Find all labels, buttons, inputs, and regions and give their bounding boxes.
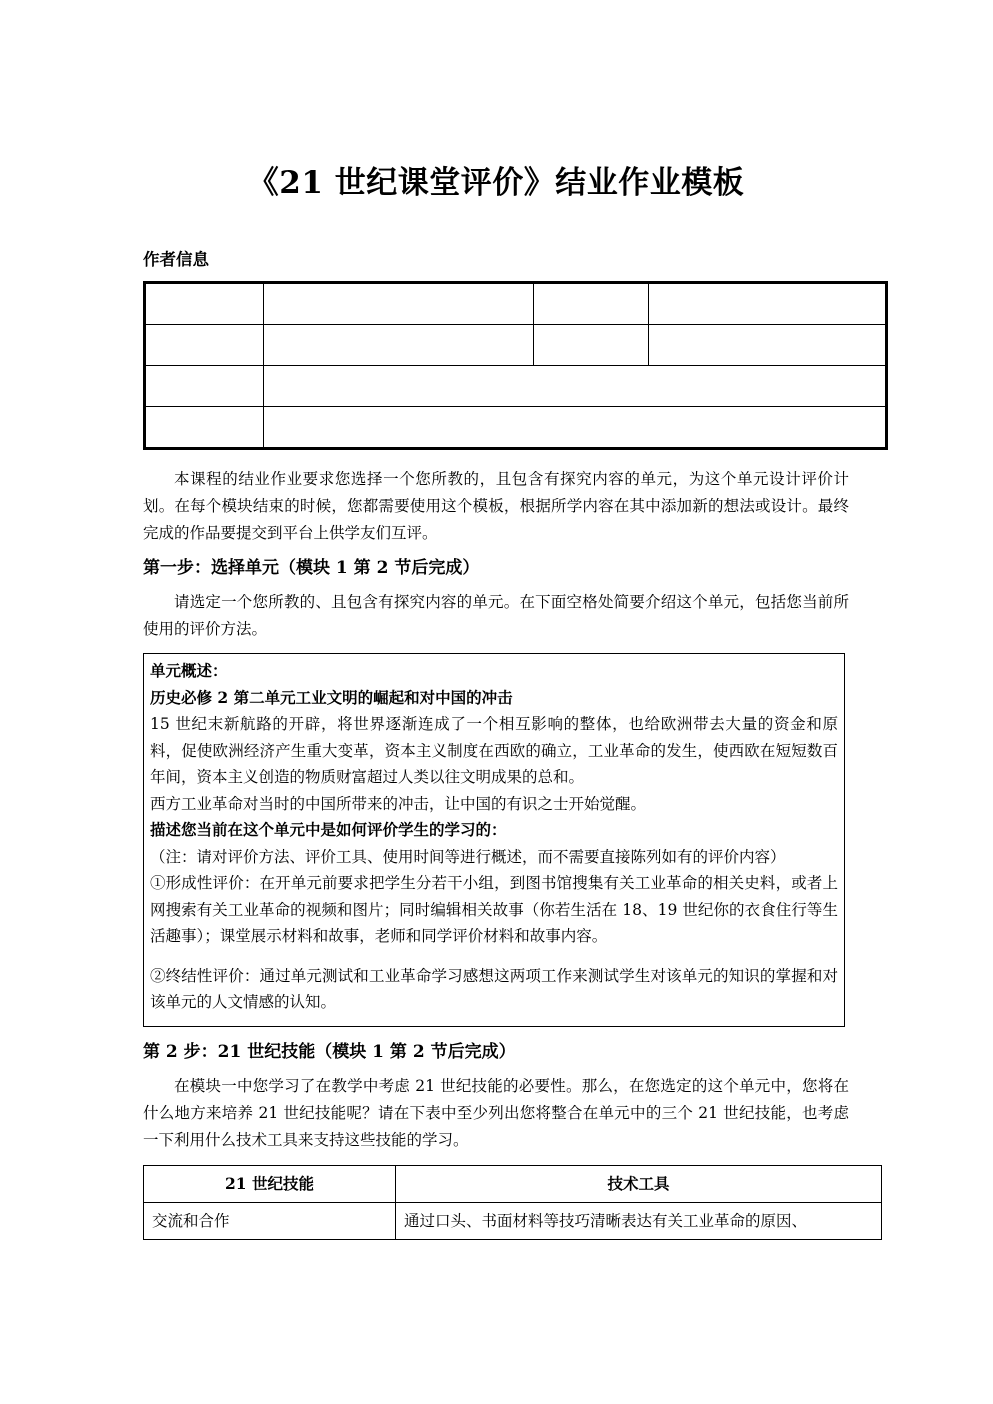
table-row[interactable] bbox=[145, 283, 887, 325]
author-cell-value-6[interactable] bbox=[264, 407, 887, 449]
unit-title: 历史必修 2 第二单元工业文明的崛起和对中国的冲击 bbox=[150, 687, 513, 707]
skills-table[interactable] bbox=[143, 1165, 882, 1240]
column-header-skill: 21 世纪技能 bbox=[144, 1165, 396, 1202]
spacer bbox=[143, 581, 849, 589]
page-content bbox=[143, 0, 849, 1240]
page-title: 《21 世纪课堂评价》结业作业模板 bbox=[247, 165, 745, 201]
assessment-note: （注：请对评价方法、评价工具、使用时间等进行概述，而不需要直接陈列如有的评价内容） bbox=[150, 847, 786, 866]
author-info-heading: 作者信息 bbox=[143, 250, 209, 269]
unit-overview-label: 单元概述： bbox=[150, 661, 228, 680]
author-cell-value-5[interactable] bbox=[264, 366, 887, 407]
author-cell-label-5[interactable] bbox=[145, 366, 264, 407]
author-cell-value-4[interactable] bbox=[649, 325, 887, 366]
unit-description-1: 15 世纪末新航路的开辟，将世界逐渐连成了一个相互影响的整体，也给欧洲带去大量的资金和原料，促使欧洲经济产生重大变革，资本主义制度在西欧的确立，工业革命的发生，使西欧在短短数百年间，资本主义创造的物质财富超过人类以往文明成果的总和。 bbox=[150, 715, 838, 786]
author-cell-label-4[interactable] bbox=[534, 325, 649, 366]
step2-instruction: 在模块一中您学习了在教学中考虑 21 世纪技能的必要性。那么，在您选定的这个单元中，您将在什么地方来培养 21 世纪技能呢？请在下表中至少列出您将整合在单元中的三个 21 世纪技能，也考虑一下利用什么技术工具来支持这些技能的学习。 bbox=[143, 1076, 849, 1149]
table-row[interactable] bbox=[144, 1202, 882, 1239]
author-info-table[interactable] bbox=[143, 281, 888, 450]
author-cell-label-1[interactable] bbox=[145, 283, 264, 325]
spacer bbox=[150, 950, 838, 963]
assessment-prompt: 描述您当前在这个单元中是如何评价学生的学习的： bbox=[150, 820, 507, 839]
column-header-tool: 技术工具 bbox=[396, 1165, 882, 1202]
skill-cell[interactable]: 交流和合作 bbox=[144, 1202, 396, 1239]
assessment-item-formative: ①形成性评价：在开单元前要求把学生分若干小组，到图书馆搜集有关工业革命的相关史料，或者上网搜索有关工业革命的视频和图片；同时编辑相关故事（你若生活在 18、19 世纪你的衣食住行等生活趣事）；课堂展示材料和故事，老师和同学评价材料和故事内容。 bbox=[150, 874, 838, 945]
table-row[interactable] bbox=[145, 366, 887, 407]
step2-heading: 第 2 步：21 世纪技能（模块 1 第 2 节后完成） bbox=[143, 1041, 516, 1062]
author-cell-label-2[interactable] bbox=[534, 283, 649, 325]
assessment-item-summative: ②终结性评价：通过单元测试和工业革命学习感想这两项工作来测试学生对该单元的知识的掌握和对该单元的人文情感的认知。 bbox=[150, 966, 838, 1011]
step1-instruction: 请选定一个您所教的、且包含有探究内容的单元。在下面空格处简要介绍这个单元，包括您当前所使用的评价方法。 bbox=[143, 593, 849, 638]
author-cell-label-3[interactable] bbox=[145, 325, 264, 366]
tool-cell[interactable]: 通过口头、书面材料等技巧清晰表达有关工业革命的原因、 bbox=[396, 1202, 882, 1239]
step1-heading: 第一步：选择单元（模块 1 第 2 节后完成） bbox=[143, 558, 480, 578]
table-header-row bbox=[144, 1165, 882, 1202]
table-row[interactable] bbox=[145, 407, 887, 449]
spacer bbox=[143, 1065, 849, 1073]
author-cell-value-2[interactable] bbox=[649, 283, 887, 325]
author-cell-label-6[interactable] bbox=[145, 407, 264, 449]
table-row[interactable] bbox=[145, 325, 887, 366]
spacer bbox=[143, 450, 849, 466]
unit-overview-box[interactable] bbox=[143, 653, 845, 1027]
spacer bbox=[143, 547, 849, 555]
unit-description-2: 西方工业革命对当时的中国所带来的冲击，让中国的有识之士开始觉醒。 bbox=[150, 794, 647, 813]
intro-paragraph: 本课程的结业作业要求您选择一个您所教的，且包含有探究内容的单元，为这个单元设计评价计划。在每个模块结束的时候，您都需要使用这个模板，根据所学内容在其中添加新的想法或设计。最终完成的作品要提交到平台上供学友们互评。 bbox=[143, 470, 849, 542]
author-cell-value-1[interactable] bbox=[264, 283, 534, 325]
author-cell-value-3[interactable] bbox=[264, 325, 534, 366]
spacer bbox=[143, 1027, 849, 1039]
